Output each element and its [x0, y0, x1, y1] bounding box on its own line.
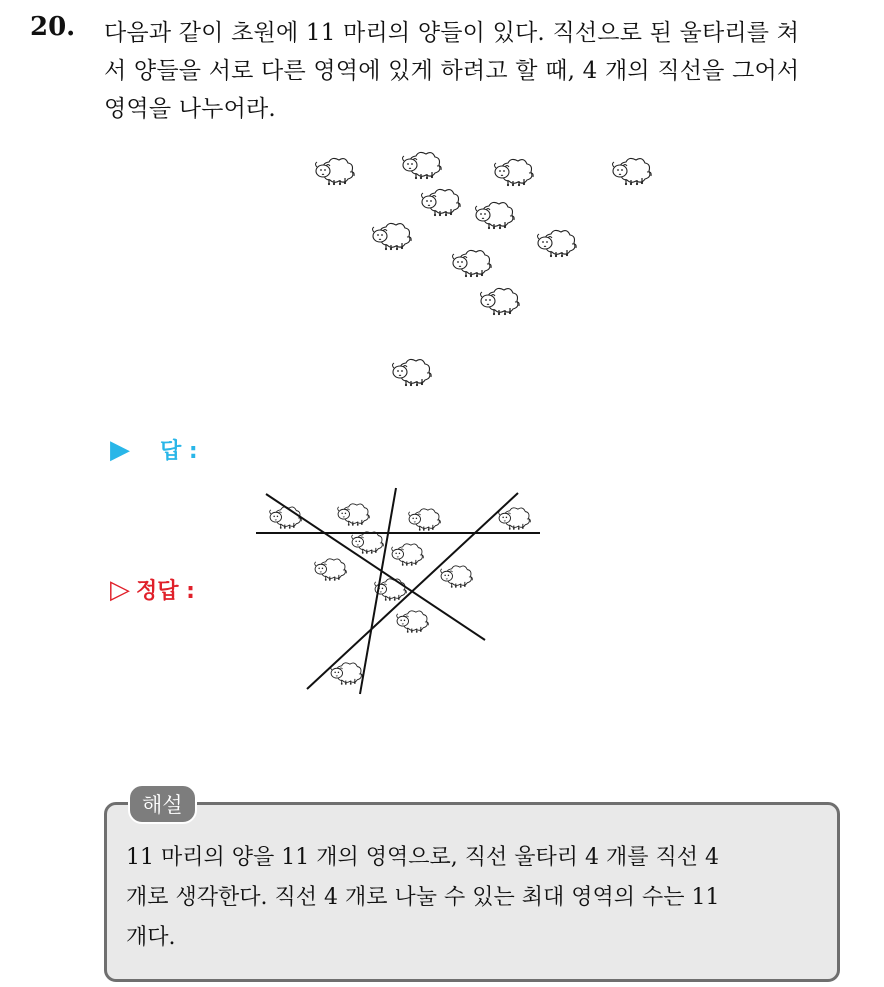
filled-triangle-icon: ▶ [110, 435, 130, 465]
sheep-icon [403, 152, 442, 179]
sheep-icon [538, 230, 577, 257]
sheep-icon [397, 611, 429, 633]
explanation-tag: 해설 [128, 784, 197, 824]
question-line: 다음과 같이 초원에 11 마리의 양들이 있다. 직선으로 된 울타리를 쳐 [104, 20, 800, 46]
explanation-line: 11 마리의 양을 11 개의 영역으로, 직선 울타리 4 개를 직선 4 [126, 845, 719, 870]
sheep-icon [270, 507, 302, 529]
answer-label [110, 434, 198, 465]
sheep-figure [316, 152, 652, 386]
correct-label-text: 정답 : [136, 579, 195, 604]
fence-line [266, 494, 485, 640]
sheep-icon [393, 359, 432, 386]
sheep-icon [315, 559, 347, 581]
outline-triangle-icon: ▷ [110, 575, 130, 605]
sheep-icon [352, 532, 384, 554]
question-line: 서 양들을 서로 다른 영역에 있게 하려고 할 때, 4 개의 직선을 그어서 [104, 58, 800, 84]
question-line: 영역을 나누어라. [104, 96, 276, 122]
answer-label-text: 답 : [160, 439, 198, 464]
sheep-icon [409, 509, 441, 531]
sheep-icon [613, 158, 652, 185]
explanation-text [126, 838, 826, 958]
correct-answer-label [110, 574, 195, 605]
sheep-icon [476, 202, 515, 229]
sheep-icon [373, 223, 412, 250]
sheep-icon [422, 189, 461, 216]
sheep-icon [453, 250, 492, 277]
sheep-icon [316, 158, 355, 185]
sheep-icon [481, 288, 520, 315]
sheep-icon [331, 663, 363, 685]
sheep-icon [495, 159, 534, 186]
sheep-icon [338, 504, 370, 526]
sheep-icon [499, 508, 531, 530]
explanation-line: 개다. [126, 925, 176, 950]
problem-number: 20. [30, 12, 76, 42]
sheep-icon [392, 544, 424, 566]
answer-figure [256, 488, 540, 694]
explanation-line: 개로 생각한다. 직선 4 개로 나눌 수 있는 최대 영역의 수는 11 [126, 885, 720, 910]
sheep-icon [441, 566, 473, 588]
